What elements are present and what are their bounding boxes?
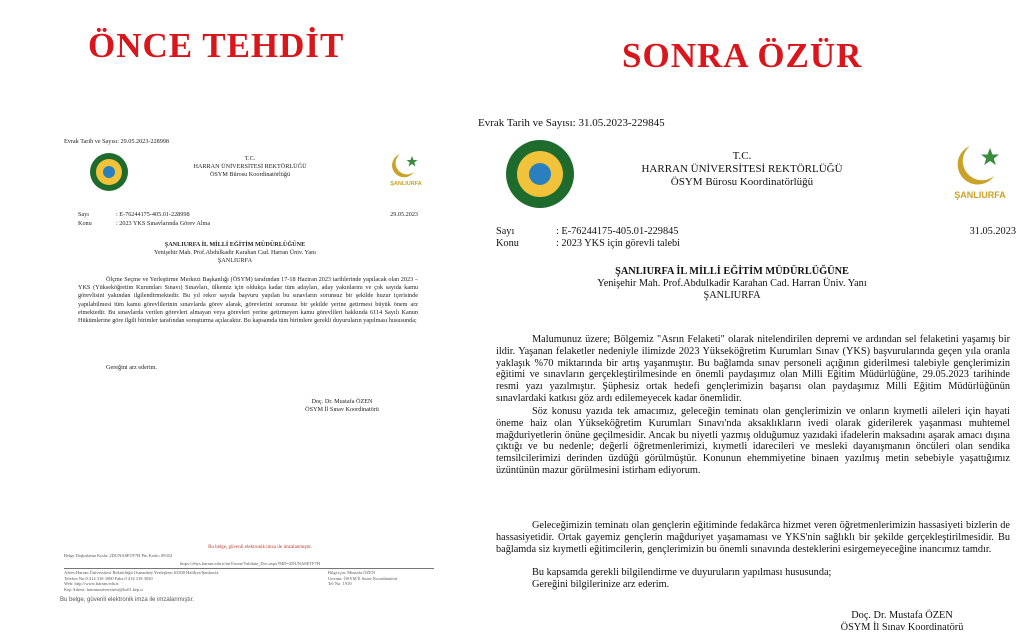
sayi-value: : E-76244175-405.01-229845 <box>556 226 679 237</box>
esign-note: Bu belge, güvenli elektronik imza ile imzalanmıştır. <box>208 545 312 550</box>
footer-verify-link[interactable]: https://ebys.harran.edu.tr/enVision/Validate_Doc.aspx?MD=2DUNA8ETF7H <box>180 561 320 566</box>
signature-block <box>272 398 412 414</box>
birim-title: ÖSYM Bürosu Koordinatörlüğü <box>209 171 291 179</box>
footer-info-title: Unvanı: ÖSYM İl Sınav Koordinatörü <box>328 575 398 581</box>
body-paragraph-1: Malumunuz üzere; Bölgemiz "Asrın Felaketi" olarak nitelendirilen depremi ve ardından sel felaketini yaşamış bir ildir. Yaşanan felaketler nedeniyle ilimizde 2023 Yükseköğretim Kurumları Sınav (YKS) başvurularında geçen yıla oranla yaklaşık %70 miktarında bir artış yaşanmıştır. Bu bağlamda sınav personeli açığının giderilmesi talebiyle gençlerimizin eğitimi ve sınavların gerçekleştirilmesinde en önemli paydaşımız olan Milli Eğitim Müdürlüğüne, 29.05.2023 tarihinde resmi yazı yazılmıştır. Şüphesiz ortak hedefi gençlerimizin başarısı olan paydaşımız Milli Eğitim Müdürlüğünün sınavlardaki katkısı göz ardı edilemeyecek kadar önemlidir. <box>496 334 1010 404</box>
addressee-block <box>562 266 902 301</box>
footer-address <box>64 570 218 592</box>
evrak-line: Evrak Tarih ve Sayısı: 31.05.2023-229845 <box>478 117 665 129</box>
signature-block <box>812 610 992 634</box>
sayi-label: Sayı <box>78 211 90 218</box>
signer-name: Doç. Dr. Mustafa ÖZEN <box>311 398 373 405</box>
headline-left: ÖNCE TEHDİT <box>88 26 345 65</box>
address-line-2: ŞANLIURFA <box>703 289 761 301</box>
address-line-1: Yenişehir Mah. Prof.Abdulkadir Karahan Cad. Harran Üniv. Yanı <box>597 277 867 289</box>
signer-title: ÖSYM İl Sınav Koordinatörü <box>305 406 379 414</box>
footer-divider <box>64 568 434 569</box>
footer-info-name: Bilgi için: Mustafa ÖZEN <box>328 570 376 575</box>
addressee: ŞANLIURFA İL MİLLİ EĞİTİM MÜDÜRLÜĞÜNE <box>164 241 306 248</box>
letterhead <box>602 150 882 189</box>
closing: Gereğini bilgilerinize arz ederim. <box>532 579 670 590</box>
body-paragraph-2: Söz konusu yazıda tek amacımız, geleceğin teminatı olan gençlerimizin ve onların kıymetli aileleri için hayati öneme haiz olan Yükseköğretim Kurumları Sınavı'nda aksaklıkların ivedi olarak giderilerek yaşanması muhtemel mağduriyetlerin önüne geçilmesidir. Ancak bu niyetli yazmış olduğumuz yazıdaki ifadelerin maksadını aşarak amacı dışına çıktığı ve bu nedenle; değerli öğretmenlerimizi, kıymetli idarecileri ve mesleki dayanışmanın öncüleri olan sendika temsilcilerimizi derinden üzdüğü görülmüştür. Konunun ehemmiyetine binaen yazılmış metin sebebiyle yaşattığımız üzüntünün mazur görülmesini istirham ediyorum. <box>496 406 1010 476</box>
address-line-2: ŞANLIURFA <box>217 257 253 265</box>
document-apology <box>472 110 1024 638</box>
tc-label: T.C. <box>244 155 256 162</box>
footer-info-phone: Tel No: 1910 <box>328 581 352 586</box>
address-line-1: Yenişehir Mah. Prof.Abdulkadir Karahan Cad. Harran Üniv. Yanı <box>154 249 316 257</box>
addressee: ŞANLIURFA İL MİLLİ EĞİTİM MÜDÜRLÜĞÜNE <box>615 266 849 277</box>
rektorluk-title: HARRAN ÜNİVERSİTESİ REKTÖRLÜĞÜ <box>193 163 307 171</box>
letterhead <box>150 155 350 180</box>
evrak-line: Evrak Tarih ve Sayısı: 29.05.2023-228998 <box>64 138 169 145</box>
konu-value: : 2023 YKS Sınavlarında Görev Alma <box>116 220 211 227</box>
doc-date: 31.05.2023 <box>969 226 1016 237</box>
doc-date: 29.05.2023 <box>390 211 418 218</box>
footer-web-line: Web: http://www.harran.edu.tr <box>64 581 119 586</box>
sanliurfa-logo-text: ŞANLIURFA <box>954 190 1006 200</box>
body-paragraph-4: Bu kapsamda gerekli bilgilendirme ve duyuruların yapılması hususunda; <box>532 567 832 578</box>
sayi-row <box>496 226 1016 238</box>
body-paragraph: Ölçme Seçme ve Yerleştirme Merkezi Başkanlığı (ÖSYM) tarafından 17-18 Haziran 2023 tarihlerinde yapılacak olan 2023 – YKS (Yükseköğretim Kurumları Sınavı) Sınavları, ülkemiz için oldukça kadar tüm adayları, aday yakınlarını ve çok sayıda kamu görevlisini yakından ilgilendirmektedir. Bu yıl rekor sayıda başvuru yapılan bu sınavların sorunsuz bir şekilde huzur içerisinde yapılabilmesi tüm kamu görevlilerinin sınavlarda görev alarak, görevlerini sorunsuz bir şekilde yerine getirmesi büyük önem arz etmektedir. Bu sınavlarda verilen görevleri almayan veya görevleri yerine getirmeyen kamu görevlileri hakkında 6114 Sayılı Kanun Hükümlerine göre ilgili birimler tarafından soruşturma açılacaktır. Bu kapsamda tüm birimlere gerekli duyuruların yapılması hususunda; <box>78 276 418 325</box>
tc-label: T.C. <box>732 150 752 162</box>
konu-value: : 2023 YKS için görevli talebi <box>556 238 681 249</box>
sayi-value: : E-76244175-405.01-228998 <box>116 211 190 218</box>
harran-university-seal-icon <box>506 140 574 208</box>
rektorluk-title: HARRAN ÜNİVERSİTESİ REKTÖRLÜĞÜ <box>641 163 843 175</box>
sanliurfa-logo-icon <box>388 150 424 194</box>
footer-doc-code: Belge Doğrulama Kodu: 2DUNA8ETF7H Pin Kodu: 09352 <box>64 553 173 558</box>
document-threat <box>60 128 440 606</box>
birim-title: ÖSYM Bürosu Koordinatörlüğü <box>670 176 814 188</box>
signer-name: Doç. Dr. Mustafa ÖZEN <box>851 610 953 621</box>
footer-kep-line: Kep Adresi: harranuniversitesi@hs01.kep.tr <box>64 586 144 592</box>
konu-row <box>78 220 418 228</box>
konu-label: Konu <box>78 220 92 227</box>
footer-address-line: Adres:Harran Üniversitesi Rektörlüğü Osmanbey Yerleşkesi 63300 Haliliye/Şanlıurfa <box>64 570 219 575</box>
headline-right: SONRA ÖZÜR <box>622 36 863 75</box>
sanliurfa-logo-icon <box>950 140 1010 210</box>
sayi-label: Sayı <box>496 226 515 237</box>
body-paragraph-3: Geleceğimizin teminatı olan gençlerin eğitiminde fedakârca hizmet veren öğretmenlerimizin hassasiyeti bizlerin de hassasiyetidir. Ortak gayemiz gençlerin mağduriyet yaşamaması ve YKS'nin sağlıklı bir şekilde gerçekleştirilmesidir. Bu bağlamda siz kıymetli eğitimcilerin, gençlerimizin bu önemli sınavında desteklerini esirgemeyeceğine inancımız tamdır. <box>496 520 1010 555</box>
bottom-esign-note: Bu belge, güvenli elektronik imza ile imzalanmıştır. <box>60 597 195 603</box>
signer-title: ÖSYM İl Sınav Koordinatörü <box>840 621 964 633</box>
addressee-block <box>120 241 350 266</box>
konu-row <box>496 238 1016 250</box>
closing: Gereğini arz ederim. <box>106 364 158 371</box>
konu-label: Konu <box>496 238 519 249</box>
harran-university-seal-icon <box>90 153 128 191</box>
footer-info <box>328 570 397 587</box>
sanliurfa-logo-text: ŞANLIURFA <box>390 181 422 187</box>
footer-phone-line: Telefon No:0 414 318 3000 Faks:0 414 318 3030 <box>64 575 153 581</box>
sayi-row <box>78 211 418 219</box>
